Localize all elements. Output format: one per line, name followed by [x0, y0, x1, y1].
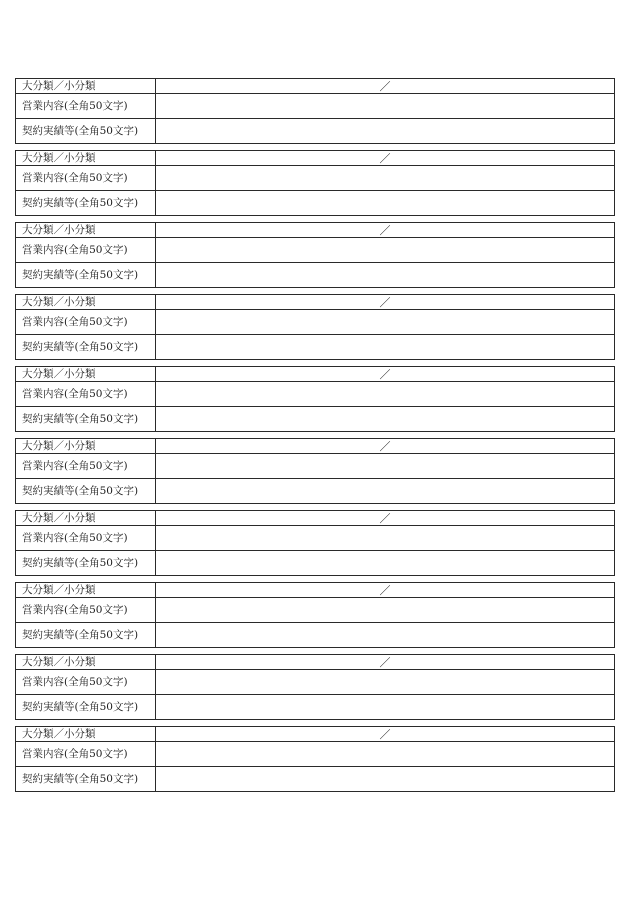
entry-block — [15, 582, 615, 648]
category-separator: ／ — [379, 511, 391, 525]
contract-label: 契約実績等(全角50文字) — [16, 407, 156, 431]
category-label: 大分類／小分類 — [16, 223, 156, 238]
business-field[interactable] — [156, 166, 614, 191]
contract-field[interactable] — [156, 191, 614, 215]
business-field[interactable] — [156, 310, 614, 335]
category-label: 大分類／小分類 — [16, 511, 156, 526]
category-field[interactable] — [156, 295, 614, 310]
category-field[interactable] — [156, 439, 614, 454]
category-label: 大分類／小分類 — [16, 727, 156, 742]
contract-field[interactable] — [156, 479, 614, 503]
business-label: 営業内容(全角50文字) — [16, 238, 156, 263]
category-field[interactable] — [156, 223, 614, 238]
business-field[interactable] — [156, 382, 614, 407]
business-label: 営業内容(全角50文字) — [16, 670, 156, 695]
business-field[interactable] — [156, 598, 614, 623]
business-label: 営業内容(全角50文字) — [16, 598, 156, 623]
contract-field[interactable] — [156, 335, 614, 359]
category-label: 大分類／小分類 — [16, 295, 156, 310]
business-label: 営業内容(全角50文字) — [16, 526, 156, 551]
entry-block — [15, 222, 615, 288]
entry-block — [15, 438, 615, 504]
category-field[interactable] — [156, 79, 614, 94]
category-separator: ／ — [379, 727, 391, 741]
contract-label: 契約実績等(全角50文字) — [16, 263, 156, 287]
contract-field[interactable] — [156, 551, 614, 575]
contract-field[interactable] — [156, 263, 614, 287]
category-separator: ／ — [379, 655, 391, 669]
business-label: 営業内容(全角50文字) — [16, 166, 156, 191]
category-separator: ／ — [379, 79, 391, 93]
business-field[interactable] — [156, 94, 614, 119]
category-separator: ／ — [379, 583, 391, 597]
category-label: 大分類／小分類 — [16, 367, 156, 382]
contract-label: 契約実績等(全角50文字) — [16, 623, 156, 647]
business-label: 営業内容(全角50文字) — [16, 454, 156, 479]
contract-label: 契約実績等(全角50文字) — [16, 335, 156, 359]
contract-label: 契約実績等(全角50文字) — [16, 695, 156, 719]
category-field[interactable] — [156, 151, 614, 166]
category-label: 大分類／小分類 — [16, 151, 156, 166]
contract-label: 契約実績等(全角50文字) — [16, 767, 156, 791]
contract-field[interactable] — [156, 407, 614, 431]
category-field[interactable] — [156, 583, 614, 598]
business-label: 営業内容(全角50文字) — [16, 94, 156, 119]
entry-block — [15, 150, 615, 216]
business-label: 営業内容(全角50文字) — [16, 742, 156, 767]
category-label: 大分類／小分類 — [16, 655, 156, 670]
contract-label: 契約実績等(全角50文字) — [16, 479, 156, 503]
category-separator: ／ — [379, 439, 391, 453]
category-label: 大分類／小分類 — [16, 583, 156, 598]
entry-block — [15, 510, 615, 576]
contract-field[interactable] — [156, 767, 614, 791]
entry-block — [15, 294, 615, 360]
business-field[interactable] — [156, 670, 614, 695]
contract-field[interactable] — [156, 695, 614, 719]
contract-field[interactable] — [156, 623, 614, 647]
business-field[interactable] — [156, 238, 614, 263]
category-separator: ／ — [379, 295, 391, 309]
category-field[interactable] — [156, 655, 614, 670]
contract-label: 契約実績等(全角50文字) — [16, 119, 156, 143]
entry-block — [15, 366, 615, 432]
business-field[interactable] — [156, 454, 614, 479]
contract-field[interactable] — [156, 119, 614, 143]
category-label: 大分類／小分類 — [16, 439, 156, 454]
business-label: 営業内容(全角50文字) — [16, 310, 156, 335]
category-field[interactable] — [156, 727, 614, 742]
category-label: 大分類／小分類 — [16, 79, 156, 94]
contract-label: 契約実績等(全角50文字) — [16, 551, 156, 575]
entry-block — [15, 78, 615, 144]
category-separator: ／ — [379, 367, 391, 381]
business-field[interactable] — [156, 742, 614, 767]
business-entry-form — [15, 78, 615, 792]
category-field[interactable] — [156, 511, 614, 526]
entry-block — [15, 654, 615, 720]
category-separator: ／ — [379, 223, 391, 237]
business-field[interactable] — [156, 526, 614, 551]
business-label: 営業内容(全角50文字) — [16, 382, 156, 407]
category-separator: ／ — [379, 151, 391, 165]
category-field[interactable] — [156, 367, 614, 382]
entry-block — [15, 726, 615, 792]
contract-label: 契約実績等(全角50文字) — [16, 191, 156, 215]
